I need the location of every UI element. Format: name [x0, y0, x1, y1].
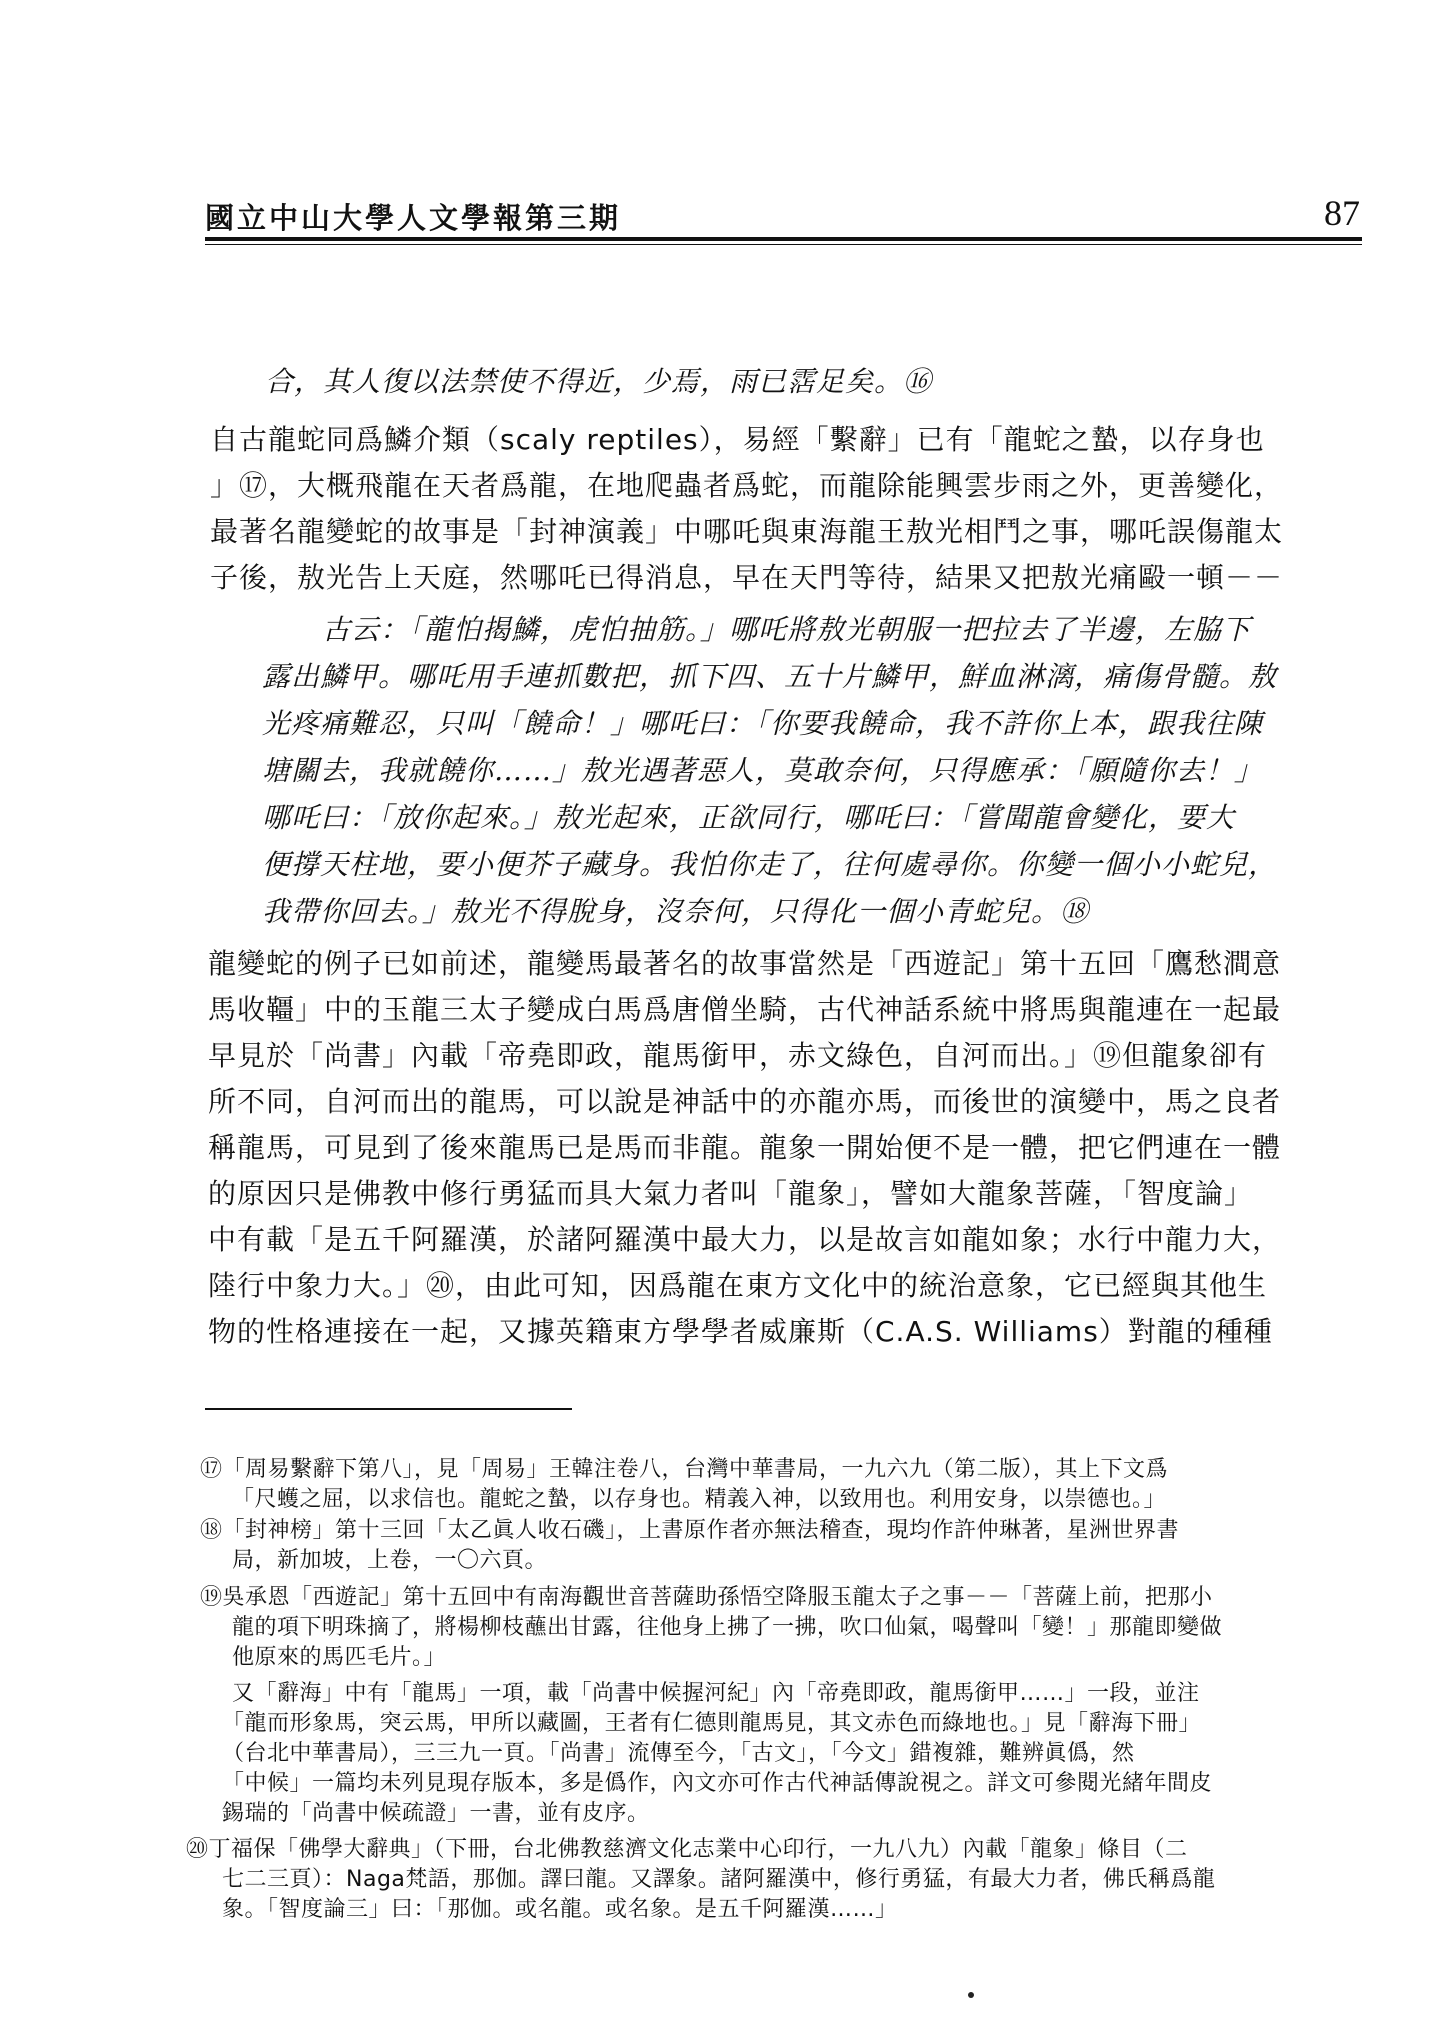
body-line: 中有載「是五千阿羅漢，於諸阿羅漢中最大力，以是故言如龍如象；水行中龍力大， [208, 1223, 1282, 1256]
body-line: 所不同，自河而出的龍馬，可以說是神話中的亦龍亦馬，而後世的演變中，馬之良者 [208, 1085, 1282, 1118]
footnote-line: 七二三頁）：Naga梵語，那伽。譯曰龍。又譯象。諸阿羅漢中，修行勇猛，有最大力者，佛氏稱爲龍 [222, 1867, 1216, 1892]
footnote-line: 局，新加坡，上卷，一〇六頁。 [232, 1548, 548, 1573]
body-line: 合，其人復以法禁使不得近，少焉，雨已霑足矣。⑯ [265, 365, 933, 398]
footnote-line: 「龍而形象馬，突云馬，甲所以藏圖，王者有仁德則龍馬見，其文赤色而綠地也。」見「辭海下冊」 [222, 1711, 1202, 1736]
body-line: 子後，敖光告上天庭，然哪吒已得消息，早在天門等待，結果又把敖光痛毆一頓－－ [210, 561, 1284, 594]
body-line: 陸行中象力大。」⑳，由此可知，因爲龍在東方文化中的統治意象，它已經與其他生 [208, 1269, 1268, 1302]
page-number: 87 [1324, 193, 1360, 233]
footnote-line: 「尺蠖之屈，以求信也。龍蛇之蟄，以存身也。精義入神，以致用也。利用安身，以崇德也。」 [232, 1487, 1167, 1512]
quote-line: 光疼痛難忍，只叫「饒命！」哪吒曰：「你要我饒命，我不許你上本，跟我往陳 [262, 707, 1264, 740]
footnote-line: 「中候」一篇均未列見現存版本，多是僞作，內文亦可作古代神話傳說視之。詳文可參閱光緒年間皮 [222, 1771, 1213, 1796]
scan-speck [968, 1992, 974, 1998]
footnote-line: 龍的項下明珠摘了，將楊柳枝蘸出甘露，往他身上拂了一拂，吹口仙氣，喝聲叫「變！」那龍即變做 [232, 1615, 1223, 1640]
quote-line: 哪吒曰：「放你起來。」敖光起來，正欲同行，哪吒曰：「嘗聞龍會變化，要大 [262, 801, 1236, 834]
body-line: 自古龍蛇同爲鱗介類（scaly reptiles），易經「繫辭」已有「龍蛇之蟄，以存身也 [210, 423, 1265, 456]
footnote-line: ⑰「周易繫辭下第八」，見「周易」王韓注卷八，台灣中華書局，一九六九（第二版），其上下文爲 [200, 1457, 1169, 1482]
quote-line: 便撐天柱地，要小便芥子藏身。我怕你走了，往何處尋你。你變一個小小蛇兒， [262, 848, 1278, 881]
footnote-line: （台北中華書局），三三九一頁。「尚書」流傳至今，「古文」，「今文」錯複雜，難辨眞僞，然 [222, 1741, 1135, 1766]
journal-title: 國立中山大學人文學報第三期 [205, 201, 622, 235]
quote-line: 露出鱗甲。哪吒用手連抓數把，抓下四、五十片鱗甲，鮮血淋漓，痛傷骨髓。敖 [262, 660, 1278, 693]
body-line: 馬收韁」中的玉龍三太子變成白馬爲唐僧坐騎，古代神話系統中將馬與龍連在一起最 [208, 993, 1282, 1026]
footnote-line: 錫瑞的「尚書中候疏證」一書，並有皮序。 [222, 1801, 650, 1826]
header-rule [205, 237, 1362, 241]
body-line: 早見於「尚書」內載「帝堯即政，龍馬銜甲，赤文綠色，自河而出。」⑲但龍象卻有 [208, 1039, 1268, 1072]
body-line: 」⑰，大概飛龍在天者爲龍，在地爬蟲者爲蛇，而龍除能興雲步雨之外，更善變化， [210, 469, 1284, 502]
header-rule-thin [205, 244, 1362, 245]
quote-line: 古云：「龍怕揭鱗，虎怕抽筋。」哪吒將敖光朝服一把拉去了半邊，左脇下 [322, 613, 1252, 646]
body-line: 稱龍馬，可見到了後來龍馬已是馬而非龍。龍象一開始便不是一體，把它們連在一體 [208, 1131, 1282, 1164]
body-line: 龍變蛇的例子已如前述，龍變馬最著名的故事當然是「西遊記」第十五回「鷹愁澗意 [208, 947, 1282, 980]
footnote-separator [205, 1408, 572, 1410]
body-line: 最著名龍變蛇的故事是「封神演義」中哪吒與東海龍王敖光相鬥之事，哪吒誤傷龍太 [210, 515, 1284, 548]
quote-line: 我帶你回去。」敖光不得脫身，沒奈何，只得化一個小青蛇兒。⑱ [262, 895, 1090, 928]
footnote-line: 又「辭海」中有「龍馬」一項，載「尚書中候握河紀」內「帝堯即政，龍馬銜甲……」一段，並注 [232, 1681, 1200, 1706]
running-header [205, 192, 1360, 242]
body-line: 的原因只是佛教中修行勇猛而具大氣力者叫「龍象」，譬如大龍象菩薩，「智度論」 [208, 1177, 1254, 1210]
body-line: 物的性格連接在一起，又據英籍東方學學者威廉斯（C.A.S. Williams）對龍的種種 [208, 1315, 1273, 1348]
footnote-line: ⑳丁福保「佛學大辭典」（下冊，台北佛教慈濟文化志業中心印行，一九八九）內載「龍象」條目（二 [186, 1837, 1188, 1862]
quote-line: 塘關去，我就饒你……」敖光遇著惡人，莫敢奈何，只得應承：「願隨你去！」 [262, 754, 1264, 787]
footnote-line: ⑱「封神榜」第十三回「太乙眞人收石磯」，上書原作者亦無法稽查，現均作許仲琳著，星洲世界書 [200, 1518, 1180, 1543]
footnote-line: 象。「智度論三」曰：「那伽。或名龍。或名象。是五千阿羅漢……」 [222, 1897, 898, 1922]
footnote-line: 他原來的馬匹毛片。」 [232, 1645, 447, 1670]
footnote-line: ⑲吳承恩「西遊記」第十五回中有南海觀世音菩薩助孫悟空降服玉龍太子之事－－「菩薩上前，把那小 [200, 1585, 1213, 1610]
